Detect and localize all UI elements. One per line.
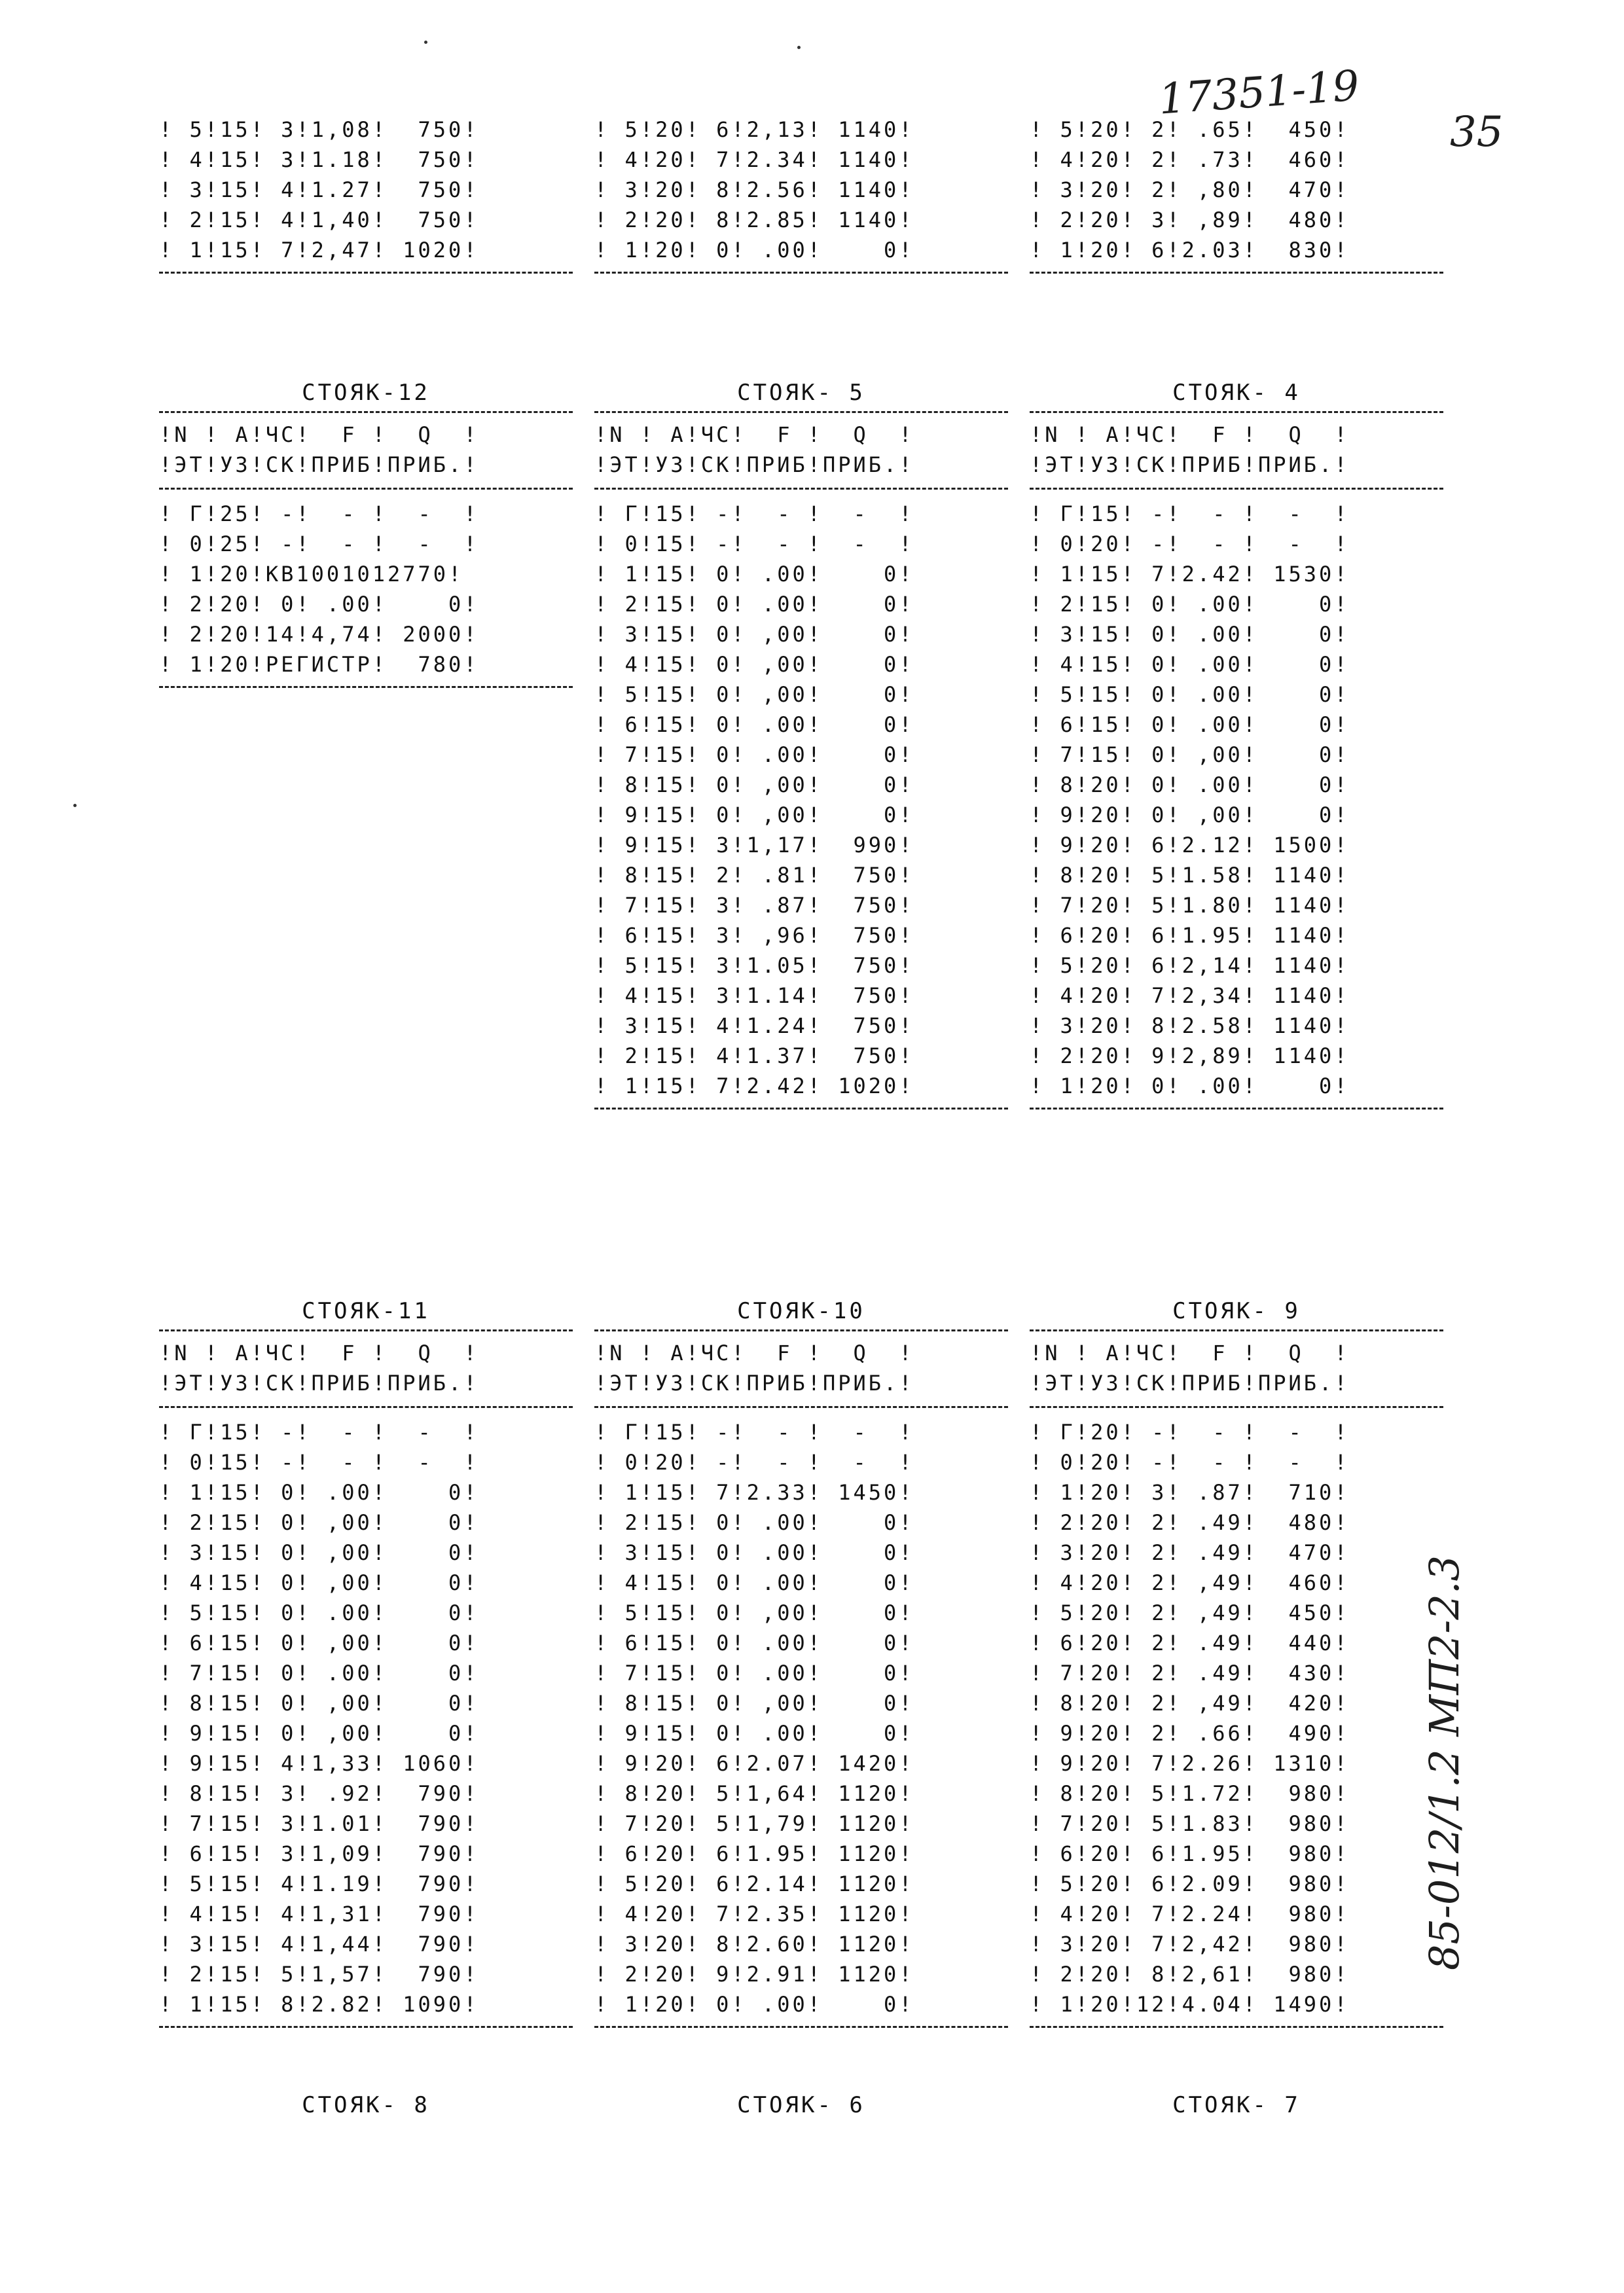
table-title: СТОЯК- 9 xyxy=(1172,1298,1301,1324)
table-row: ! 9!15! 3!1,17! 990! xyxy=(594,833,914,858)
table-row: ! 9!20! 6!2.07! 1420! xyxy=(594,1751,914,1776)
table-row: ! 9!15! 4!1,33! 1060! xyxy=(159,1751,479,1776)
table-row: ! 7!20! 5!1.80! 1140! xyxy=(1030,893,1350,918)
table-row: ! 2!15! 5!1,57! 790! xyxy=(159,1962,479,1987)
table-row: ! 5!15! 0! .00! 0! xyxy=(159,1600,479,1625)
table-row: ! 7!15! 0! ,00! 0! xyxy=(1030,742,1350,767)
header-line: !ЭТ!УЗ!СК!ПРИБ!ПРИБ.! xyxy=(1030,1371,1350,1396)
table-title: СТОЯК- 5 xyxy=(737,380,865,406)
table-row: ! 8!15! 2! .81! 750! xyxy=(594,863,914,888)
table-row: ! 2!15! 0! .00! 0! xyxy=(594,592,914,617)
speck xyxy=(797,46,801,49)
table-row: ! Г!25! -! - ! - ! xyxy=(159,501,479,526)
table-row: ! 5!15! 3!1.05! 750! xyxy=(594,953,914,978)
table-row: ! 3!15! 4!1,44! 790! xyxy=(159,1932,479,1957)
table-row: ! 1!20! 6!2.03! 830! xyxy=(1030,238,1350,262)
table-row: ! 6!20! 6!1.95! 1140! xyxy=(1030,923,1350,948)
table-row: ! 0!20! -! - ! - ! xyxy=(1030,532,1350,556)
table-row: ! 0!15! -! - ! - ! xyxy=(159,1450,479,1475)
table-row: ! 7!20! 5!1,79! 1120! xyxy=(594,1811,914,1836)
table-row: ! 5!15! 0! ,00! 0! xyxy=(594,1600,914,1625)
table-row: ! 5!20! 6!2.14! 1120! xyxy=(594,1871,914,1896)
header-line: !N ! А!ЧС! F ! Q ! xyxy=(159,422,479,447)
table-row: ! 5!20! 6!2,13! 1140! xyxy=(594,117,914,142)
divider xyxy=(159,686,573,688)
table-row: ! 8!20! 5!1,64! 1120! xyxy=(594,1781,914,1806)
top-block-middle xyxy=(594,115,1008,274)
speck xyxy=(424,41,427,44)
riser-table-9 xyxy=(1030,1293,1443,2123)
table-row: ! Г!15! -! - ! - ! xyxy=(594,501,914,526)
table-row: ! 4!15! 0! ,00! 0! xyxy=(594,652,914,677)
table-row: ! 8!15! 3! .92! 790! xyxy=(159,1781,479,1806)
speck xyxy=(73,804,77,807)
table-row: ! 2!15! 0! .00! 0! xyxy=(1030,592,1350,617)
table-row: ! 4!20! 2! ,49! 460! xyxy=(1030,1570,1350,1595)
table-row: ! 6!15! 0! .00! 0! xyxy=(1030,712,1350,737)
divider xyxy=(159,2026,573,2028)
table-title: СТОЯК-12 xyxy=(302,380,430,406)
table-row: ! 6!20! 6!1.95! 1120! xyxy=(594,1841,914,1866)
table-row: ! 5!15! 0! .00! 0! xyxy=(1030,682,1350,707)
table-row: ! 6!15! 0! .00! 0! xyxy=(594,712,914,737)
header-line: !ЭТ!УЗ!СК!ПРИБ!ПРИБ.! xyxy=(594,1371,914,1396)
table-header xyxy=(1030,413,1443,488)
table-row: ! 5!20! 6!2,14! 1140! xyxy=(1030,953,1350,978)
divider xyxy=(594,2026,1008,2028)
table-row: ! 7!15! 0! .00! 0! xyxy=(159,1661,479,1686)
top-block-left xyxy=(159,115,573,274)
table-header xyxy=(159,413,573,488)
top-block-right xyxy=(1030,115,1443,274)
table-row: ! 1!20! 3! .87! 710! xyxy=(1030,1480,1350,1505)
divider xyxy=(159,272,573,274)
table-row: ! 8!20! 5!1.58! 1140! xyxy=(1030,863,1350,888)
riser-table-10 xyxy=(594,1293,1008,2123)
table-row: ! 8!20! 5!1.72! 980! xyxy=(1030,1781,1350,1806)
table-row: ! 9!20! 7!2.26! 1310! xyxy=(1030,1751,1350,1776)
table-row: ! 6!15! 3! ,96! 750! xyxy=(594,923,914,948)
header-line: !N ! А!ЧС! F ! Q ! xyxy=(594,422,914,447)
next-table-title: СТОЯК- 8 xyxy=(302,2092,430,2118)
table-header xyxy=(159,1331,573,1406)
table-row: ! 3!20! 8!2.58! 1140! xyxy=(1030,1013,1350,1038)
table-row: ! 3!15! 0! .00! 0! xyxy=(594,1540,914,1565)
table-row: ! 4!15! 3!1.14! 750! xyxy=(594,983,914,1008)
table-row: ! 2!20! 0! .00! 0! xyxy=(159,592,479,617)
header-line: !N ! А!ЧС! F ! Q ! xyxy=(1030,1341,1350,1365)
table-row: ! 4!20! 2! .73! 460! xyxy=(1030,147,1350,172)
table-row: ! 9!15! 0! .00! 0! xyxy=(594,1721,914,1746)
header-line: !N ! А!ЧС! F ! Q ! xyxy=(594,1341,914,1365)
header-line: !ЭТ!УЗ!СК!ПРИБ!ПРИБ.! xyxy=(594,452,914,477)
table-row: ! 2!20! 8!2.85! 1140! xyxy=(594,208,914,232)
table-row: ! 2!20! 9!2,89! 1140! xyxy=(1030,1043,1350,1068)
table-header xyxy=(1030,1331,1443,1406)
divider xyxy=(1030,2026,1443,2028)
table-row: ! 6!20! 6!1.95! 980! xyxy=(1030,1841,1350,1866)
table-row: ! 0!15! -! - ! - ! xyxy=(594,532,914,556)
table-row: ! 3!20! 7!2,42! 980! xyxy=(1030,1932,1350,1957)
header-line: !N ! А!ЧС! F ! Q ! xyxy=(159,1341,479,1365)
table-row: ! 4!20! 7!2,34! 1140! xyxy=(1030,983,1350,1008)
table-row: ! 6!15! 0! ,00! 0! xyxy=(159,1631,479,1655)
table-row: ! 0!20! -! - ! - ! xyxy=(594,1450,914,1475)
table-row: ! 3!20! 8!2.56! 1140! xyxy=(594,177,914,202)
table-row: ! 1!20! 0! .00! 0! xyxy=(1030,1074,1350,1098)
table-row: ! 8!20! 2! ,49! 420! xyxy=(1030,1691,1350,1716)
table-row: ! 4!20! 7!2.24! 980! xyxy=(1030,1902,1350,1926)
table-row: ! 1!15! 7!2.42! 1020! xyxy=(594,1074,914,1098)
table-row: ! 5!20! 2! ,49! 450! xyxy=(1030,1600,1350,1625)
table-row: ! 2!20! 3! ,89! 480! xyxy=(1030,208,1350,232)
table-row: ! 1!20!12!4.04! 1490! xyxy=(1030,1992,1350,2017)
header-line: !ЭТ!УЗ!СК!ПРИБ!ПРИБ.! xyxy=(159,1371,479,1396)
table-row: ! 9!20! 0! ,00! 0! xyxy=(1030,803,1350,827)
side-stamp: 85-012/1.2 МП2-2.3 xyxy=(1420,1555,1468,1970)
table-row: ! 5!15! 4!1.19! 790! xyxy=(159,1871,479,1896)
table-row: ! 2!20! 8!2,61! 980! xyxy=(1030,1962,1350,1987)
header-line: !N ! А!ЧС! F ! Q ! xyxy=(1030,422,1350,447)
riser-table-5 xyxy=(594,374,1008,1110)
table-row: ! 4!15! 0! ,00! 0! xyxy=(159,1570,479,1595)
riser-table-11 xyxy=(159,1293,573,2123)
table-row: ! 3!15! 0! ,00! 0! xyxy=(159,1540,479,1565)
table-row: ! 1!20!РЕГИСТР! 780! xyxy=(159,652,479,677)
table-title: СТОЯК- 4 xyxy=(1172,380,1301,406)
divider xyxy=(594,272,1008,274)
table-row: ! Г!15! -! - ! - ! xyxy=(159,1420,479,1445)
table-title: СТОЯК-11 xyxy=(302,1298,430,1324)
table-header xyxy=(594,413,1008,488)
table-row: ! 1!15! 7!2.33! 1450! xyxy=(594,1480,914,1505)
table-row: ! 1!15! 7!2.42! 1530! xyxy=(1030,562,1350,587)
table-row: ! 2!20!14!4,74! 2000! xyxy=(159,622,479,647)
table-row: ! 5!15! 3!1,08! 750! xyxy=(159,117,479,142)
riser-table-4 xyxy=(1030,374,1443,1110)
next-table-title: СТОЯК- 7 xyxy=(1172,2092,1301,2118)
table-row: ! 9!15! 0! ,00! 0! xyxy=(594,803,914,827)
table-row: ! 9!20! 6!2.12! 1500! xyxy=(1030,833,1350,858)
table-row: ! Г!15! -! - ! - ! xyxy=(1030,501,1350,526)
table-row: ! 7!15! 3! .87! 750! xyxy=(594,893,914,918)
divider xyxy=(1030,272,1443,274)
table-row: ! 7!20! 2! .49! 430! xyxy=(1030,1661,1350,1686)
table-row: ! 7!15! 0! .00! 0! xyxy=(594,1661,914,1686)
table-row: ! Г!15! -! - ! - ! xyxy=(594,1420,914,1445)
table-row: ! 0!25! -! - ! - ! xyxy=(159,532,479,556)
table-row: ! 3!15! 4!1.27! 750! xyxy=(159,177,479,202)
table-row: ! 3!15! 0! ,00! 0! xyxy=(594,622,914,647)
table-row: ! 2!20! 2! .49! 480! xyxy=(1030,1510,1350,1535)
table-row: ! 3!15! 0! .00! 0! xyxy=(1030,622,1350,647)
table-row: ! 9!20! 2! .66! 490! xyxy=(1030,1721,1350,1746)
table-row: ! 8!15! 0! ,00! 0! xyxy=(159,1691,479,1716)
page-number: 35 xyxy=(1450,108,1504,156)
table-row: ! 4!20! 7!2.35! 1120! xyxy=(594,1902,914,1926)
table-row: ! 7!15! 3!1.01! 790! xyxy=(159,1811,479,1836)
table-row: ! 2!15! 4!1,40! 750! xyxy=(159,208,479,232)
table-row: ! 3!20! 8!2.60! 1120! xyxy=(594,1932,914,1957)
table-row: ! 2!15! 0! ,00! 0! xyxy=(159,1510,479,1535)
handwritten-document-number: 17351-19 xyxy=(1157,62,1361,124)
table-row: ! 2!20! 9!2.91! 1120! xyxy=(594,1962,914,1987)
divider xyxy=(594,1108,1008,1110)
table-row: ! 6!20! 2! .49! 440! xyxy=(1030,1631,1350,1655)
header-line: !ЭТ!УЗ!СК!ПРИБ!ПРИБ.! xyxy=(159,452,479,477)
table-row: ! 8!15! 0! ,00! 0! xyxy=(594,1691,914,1716)
table-row: ! 5!20! 2! .65! 450! xyxy=(1030,117,1350,142)
table-row: ! Г!20! -! - ! - ! xyxy=(1030,1420,1350,1445)
header-line: !ЭТ!УЗ!СК!ПРИБ!ПРИБ.! xyxy=(1030,452,1350,477)
table-header xyxy=(594,1331,1008,1406)
table-row: ! 1!15! 8!2.82! 1090! xyxy=(159,1992,479,2017)
table-row: ! 4!15! 4!1,31! 790! xyxy=(159,1902,479,1926)
table-row: ! 8!20! 0! .00! 0! xyxy=(1030,772,1350,797)
table-row: ! 1!15! 0! .00! 0! xyxy=(159,1480,479,1505)
table-row: ! 9!15! 0! ,00! 0! xyxy=(159,1721,479,1746)
table-row: ! 7!20! 5!1.83! 980! xyxy=(1030,1811,1350,1836)
table-row: ! 1!20! 0! .00! 0! xyxy=(594,1992,914,2017)
table-row: ! 7!15! 0! .00! 0! xyxy=(594,742,914,767)
table-row: ! 3!15! 4!1.24! 750! xyxy=(594,1013,914,1038)
table-row: ! 6!15! 3!1,09! 790! xyxy=(159,1841,479,1866)
table-row: ! 4!15! 0! .00! 0! xyxy=(1030,652,1350,677)
table-row: ! 0!20! -! - ! - ! xyxy=(1030,1450,1350,1475)
table-row: ! 1!15! 0! .00! 0! xyxy=(594,562,914,587)
table-row: ! 4!15! 3!1.18! 750! xyxy=(159,147,479,172)
table-row: ! 8!15! 0! ,00! 0! xyxy=(594,772,914,797)
table-row: ! 3!20! 2! .49! 470! xyxy=(1030,1540,1350,1565)
table-row: ! 3!20! 2! ,80! 470! xyxy=(1030,177,1350,202)
divider xyxy=(1030,1108,1443,1110)
table-row: ! 6!15! 0! .00! 0! xyxy=(594,1631,914,1655)
table-row: ! 4!20! 7!2.34! 1140! xyxy=(594,147,914,172)
next-table-title: СТОЯК- 6 xyxy=(737,2092,865,2118)
table-row: ! 1!15! 7!2,47! 1020! xyxy=(159,238,479,262)
table-row: ! 2!15! 4!1.37! 750! xyxy=(594,1043,914,1068)
table-row: ! 1!20! 0! .00! 0! xyxy=(594,238,914,262)
table-row: ! 4!15! 0! .00! 0! xyxy=(594,1570,914,1595)
table-row: ! 5!15! 0! ,00! 0! xyxy=(594,682,914,707)
table-row: ! 5!20! 6!2.09! 980! xyxy=(1030,1871,1350,1896)
table-row: ! 1!20!КВ1001012770! xyxy=(159,562,464,587)
table-title: СТОЯК-10 xyxy=(737,1298,865,1324)
table-row: ! 2!15! 0! .00! 0! xyxy=(594,1510,914,1535)
riser-table-12 xyxy=(159,374,573,688)
